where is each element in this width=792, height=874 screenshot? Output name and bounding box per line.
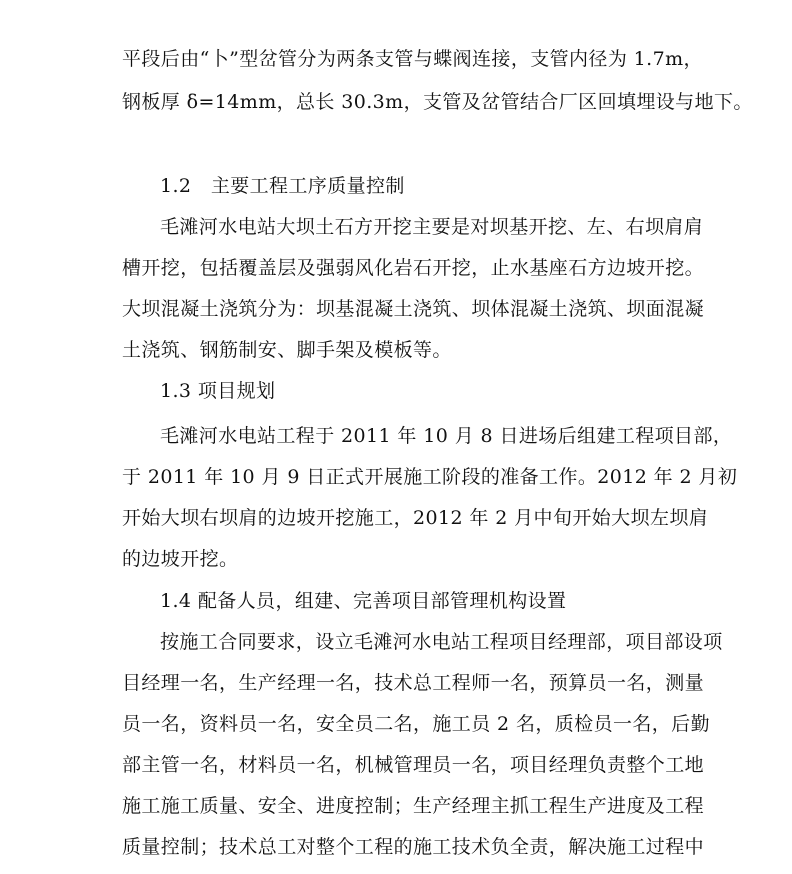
section-heading-1-4: 1.4 配备人员，组建、完善项目部管理机构设置	[160, 590, 567, 612]
paragraph-line-10: 的边坡开挖。	[122, 548, 239, 570]
paragraph-line-12: 目经理一名，生产经理一名，技术总工程师一名，预算员一名，测量	[122, 672, 705, 694]
section-heading-1-2: 1.2 主要工程工序质量控制	[160, 175, 405, 197]
paragraph-line-16: 质量控制；技术总工对整个工程的施工技术负全责，解决施工过程中	[122, 836, 705, 858]
paragraph-line-2: 钢板厚 δ=14mm，总长 30.3m，支管及岔管结合厂区回填埋设与地下。	[122, 91, 753, 113]
paragraph-line-5: 大坝混凝土浇筑分为：坝基混凝土浇筑、坝体混凝土浇筑、坝面混凝	[122, 298, 705, 320]
section-heading-1-3: 1.3 项目规划	[160, 380, 276, 402]
paragraph-line-1: 平段后由“卜”型岔管分为两条支管与蝶阀连接，支管内径为 1.7m，	[122, 48, 703, 70]
paragraph-line-7: 毛滩河水电站工程于 2011 年 10 月 8 日进场后组建工程项目部，	[160, 425, 733, 447]
paragraph-line-11: 按施工合同要求，设立毛滩河水电站工程项目经理部，项目部设项	[160, 631, 723, 653]
paragraph-line-4: 槽开挖，包括覆盖层及强弱风化岩石开挖，止水基座石方边坡开挖。	[122, 257, 705, 279]
paragraph-line-9: 开始大坝右坝肩的边坡开挖施工，2012 年 2 月中旬开始大坝左坝肩	[122, 507, 709, 529]
paragraph-line-8: 于 2011 年 10 月 9 日正式开展施工阶段的准备工作。2012 年 2 月初	[122, 466, 738, 488]
paragraph-line-15: 施工施工质量、安全、进度控制；生产经理主抓工程生产进度及工程	[122, 795, 705, 817]
paragraph-line-13: 员一名，资料员一名，安全员二名，施工员 2 名，质检员一名，后勤	[122, 713, 710, 735]
paragraph-line-6: 土浇筑、钢筋制安、脚手架及模板等。	[122, 339, 452, 361]
paragraph-line-3: 毛滩河水电站大坝土石方开挖主要是对坝基开挖、左、右坝肩肩	[160, 216, 704, 238]
paragraph-line-14: 部主管一名，材料员一名，机械管理员一名，项目经理负责整个工地	[122, 754, 705, 776]
